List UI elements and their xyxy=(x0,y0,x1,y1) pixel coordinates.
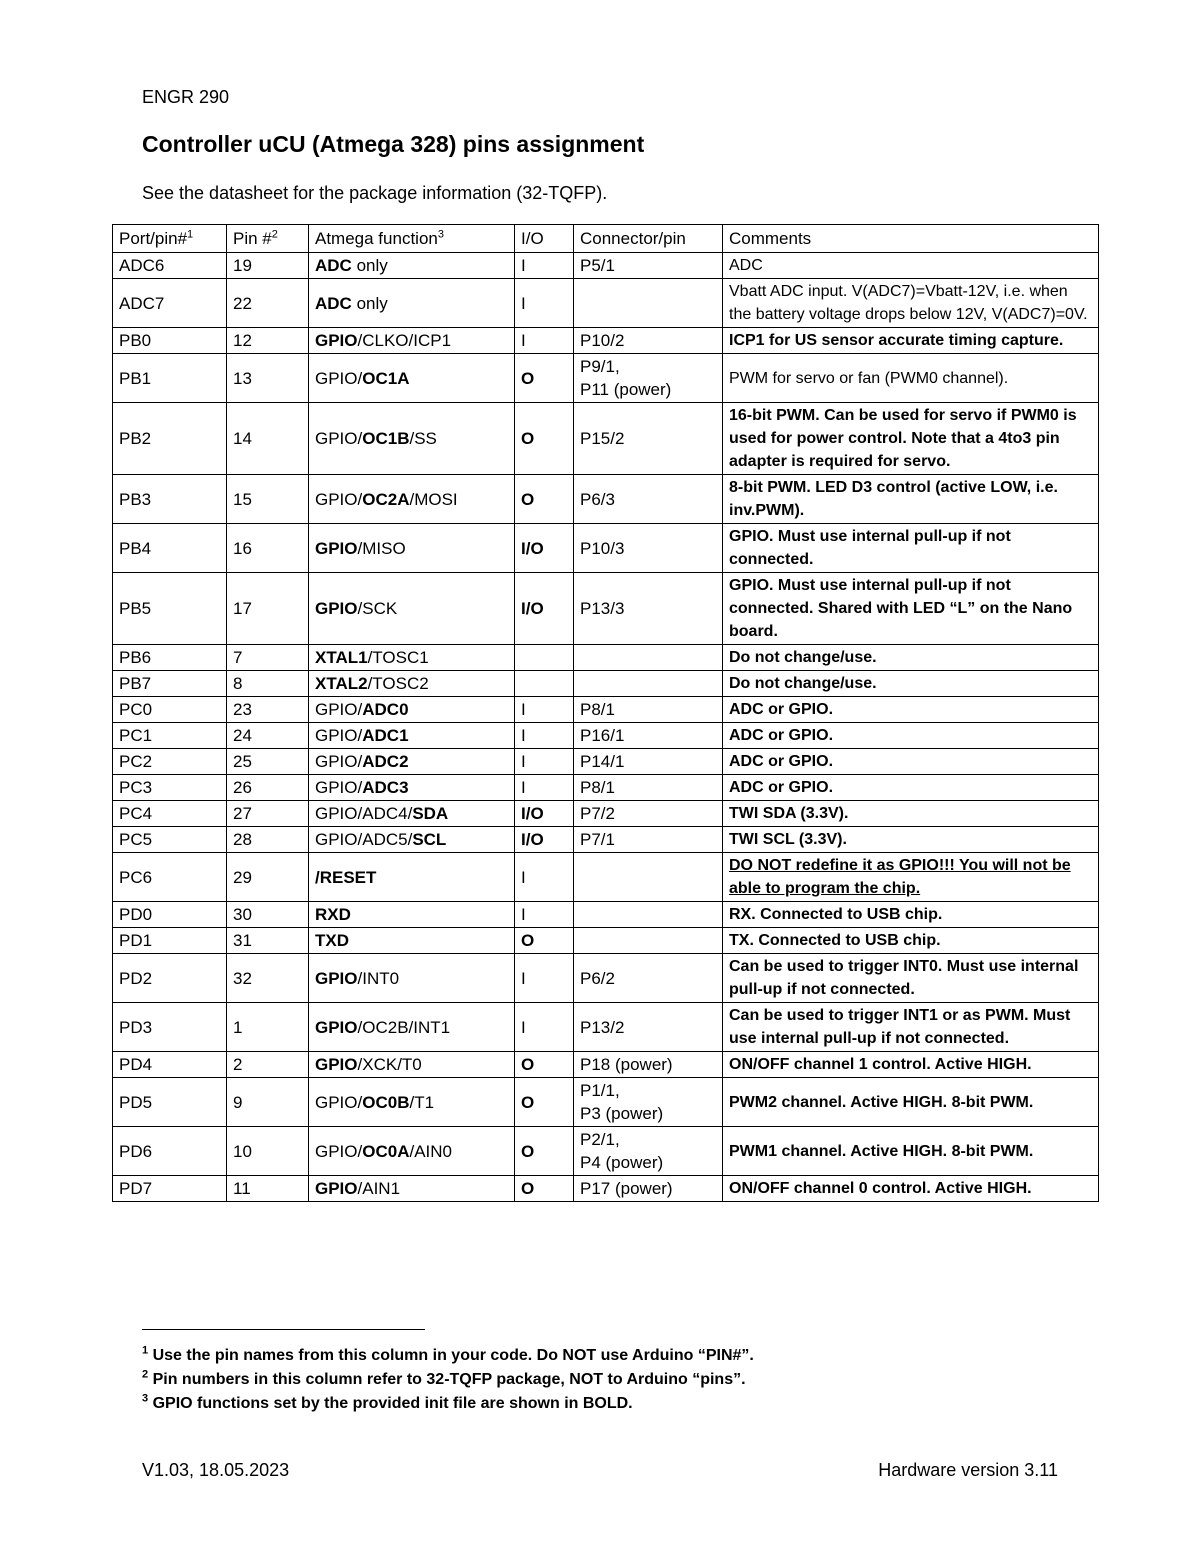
table-row xyxy=(113,723,1099,749)
table-row xyxy=(113,524,1099,573)
table-row xyxy=(113,645,1099,671)
column-header-comments: Comments xyxy=(723,225,1099,253)
cell-atmega-function: GPIO/ADC0 xyxy=(309,697,515,723)
cell-pin-number: 17 xyxy=(227,573,309,645)
cell-comment: ON/OFF channel 0 control. Active HIGH. xyxy=(723,1176,1099,1202)
cell-connector: P7/1 xyxy=(574,827,723,853)
cell-atmega-function: GPIO/XCK/T0 xyxy=(309,1052,515,1078)
table-row xyxy=(113,853,1099,902)
cell-comment: RX. Connected to USB chip. xyxy=(723,902,1099,928)
cell-comment: PWM2 channel. Active HIGH. 8-bit PWM. xyxy=(723,1078,1099,1127)
cell-port: PB5 xyxy=(113,573,227,645)
footnote-3: $^3$ GPIO functions set by the provided init file are shown in BOLD. xyxy=(142,1392,633,1412)
cell-port: ADC7 xyxy=(113,279,227,328)
cell-port: PD5 xyxy=(113,1078,227,1127)
cell-connector xyxy=(574,645,723,671)
cell-connector: P6/3 xyxy=(574,475,723,524)
cell-io: I xyxy=(515,749,574,775)
cell-io: O xyxy=(515,1176,574,1202)
cell-atmega-function: GPIO/AIN1 xyxy=(309,1176,515,1202)
cell-atmega-function: XTAL2/TOSC2 xyxy=(309,671,515,697)
table-row xyxy=(113,475,1099,524)
cell-io: O xyxy=(515,403,574,475)
cell-io: I xyxy=(515,954,574,1003)
cell-io: I xyxy=(515,697,574,723)
cell-connector: P10/2 xyxy=(574,328,723,354)
cell-io: I xyxy=(515,1003,574,1052)
cell-connector: P13/2 xyxy=(574,1003,723,1052)
cell-atmega-function: XTAL1/TOSC1 xyxy=(309,645,515,671)
cell-pin-number: 22 xyxy=(227,279,309,328)
cell-io xyxy=(515,645,574,671)
cell-atmega-function: GPIO/INT0 xyxy=(309,954,515,1003)
table-row xyxy=(113,253,1099,279)
cell-connector xyxy=(574,902,723,928)
cell-connector: P5/1 xyxy=(574,253,723,279)
table-row xyxy=(113,902,1099,928)
table-row xyxy=(113,1003,1099,1052)
cell-atmega-function: ADC only xyxy=(309,279,515,328)
cell-port: ADC6 xyxy=(113,253,227,279)
table-row xyxy=(113,697,1099,723)
cell-connector xyxy=(574,671,723,697)
table-row xyxy=(113,801,1099,827)
footnote-separator xyxy=(142,1329,425,1330)
cell-pin-number: 32 xyxy=(227,954,309,1003)
cell-io: O xyxy=(515,928,574,954)
cell-connector: P6/2 xyxy=(574,954,723,1003)
cell-pin-number: 25 xyxy=(227,749,309,775)
cell-pin-number: 16 xyxy=(227,524,309,573)
cell-atmega-function: GPIO/OC1A xyxy=(309,354,515,403)
cell-port: PC2 xyxy=(113,749,227,775)
cell-pin-number: 23 xyxy=(227,697,309,723)
cell-port: PD3 xyxy=(113,1003,227,1052)
cell-comment: GPIO. Must use internal pull-up if not connected. Shared with LED “L” on the Nano board. xyxy=(723,573,1099,645)
cell-comment: PWM for servo or fan (PWM0 channel). xyxy=(723,354,1099,403)
cell-pin-number: 31 xyxy=(227,928,309,954)
cell-io: I xyxy=(515,775,574,801)
cell-connector: P15/2 xyxy=(574,403,723,475)
cell-port: PD0 xyxy=(113,902,227,928)
cell-comment: GPIO. Must use internal pull-up if not connected. xyxy=(723,524,1099,573)
table-row xyxy=(113,671,1099,697)
cell-pin-number: 7 xyxy=(227,645,309,671)
table-row xyxy=(113,328,1099,354)
cell-comment: Can be used to trigger INT1 or as PWM. Must use internal pull-up if not connected. xyxy=(723,1003,1099,1052)
cell-io: O xyxy=(515,1052,574,1078)
footnote-2: $^2$ Pin numbers in this column refer to 32-TQFP package, NOT to Arduino “pins”. xyxy=(142,1368,746,1388)
table-row xyxy=(113,954,1099,1003)
cell-port: PD7 xyxy=(113,1176,227,1202)
cell-atmega-function: GPIO/OC0A/AIN0 xyxy=(309,1127,515,1176)
cell-comment: ADC xyxy=(723,253,1099,279)
column-header-connector: Connector/pin xyxy=(574,225,723,253)
cell-atmega-function: RXD xyxy=(309,902,515,928)
cell-connector: P16/1 xyxy=(574,723,723,749)
cell-io: I xyxy=(515,723,574,749)
cell-comment: TWI SDA (3.3V). xyxy=(723,801,1099,827)
cell-comment: Do not change/use. xyxy=(723,645,1099,671)
footnote-1: $^1$ Use the pin names from this column in your code. Do NOT use Arduino “PIN#”. xyxy=(142,1344,754,1364)
cell-port: PB1 xyxy=(113,354,227,403)
column-header-io: I/O xyxy=(515,225,574,253)
cell-port: PD1 xyxy=(113,928,227,954)
cell-port: PC5 xyxy=(113,827,227,853)
cell-atmega-function: GPIO/ADC2 xyxy=(309,749,515,775)
cell-io: I/O xyxy=(515,827,574,853)
table-row xyxy=(113,279,1099,328)
table-row xyxy=(113,1127,1099,1176)
cell-port: PB7 xyxy=(113,671,227,697)
table-row xyxy=(113,1176,1099,1202)
table-row xyxy=(113,573,1099,645)
cell-io: I/O xyxy=(515,573,574,645)
cell-port: PB6 xyxy=(113,645,227,671)
column-header-pin: Pin #$^2$ xyxy=(227,225,309,253)
cell-port: PC0 xyxy=(113,697,227,723)
cell-atmega-function: GPIO/OC2B/INT1 xyxy=(309,1003,515,1052)
cell-pin-number: 28 xyxy=(227,827,309,853)
cell-io: I/O xyxy=(515,801,574,827)
cell-io: O xyxy=(515,1078,574,1127)
footnotes xyxy=(142,1344,754,1416)
cell-pin-number: 2 xyxy=(227,1052,309,1078)
cell-atmega-function: GPIO/OC0B/T1 xyxy=(309,1078,515,1127)
cell-connector: P8/1 xyxy=(574,697,723,723)
cell-pin-number: 9 xyxy=(227,1078,309,1127)
cell-io: I xyxy=(515,279,574,328)
cell-atmega-function: ADC only xyxy=(309,253,515,279)
table-row xyxy=(113,775,1099,801)
cell-pin-number: 27 xyxy=(227,801,309,827)
cell-pin-number: 12 xyxy=(227,328,309,354)
cell-atmega-function: TXD xyxy=(309,928,515,954)
cell-connector: P18 (power) xyxy=(574,1052,723,1078)
cell-connector: P1/1, P3 (power) xyxy=(574,1078,723,1127)
cell-comment: ON/OFF channel 1 control. Active HIGH. xyxy=(723,1052,1099,1078)
cell-io: I xyxy=(515,853,574,902)
cell-comment: ADC or GPIO. xyxy=(723,697,1099,723)
cell-io: I/O xyxy=(515,524,574,573)
cell-connector: P10/3 xyxy=(574,524,723,573)
column-header-function: Atmega function$^3$ xyxy=(309,225,515,253)
footer-hardware-version: Hardware version 3.11 xyxy=(878,1460,1058,1480)
cell-pin-number: 11 xyxy=(227,1176,309,1202)
cell-atmega-function: GPIO/CLKO/ICP1 xyxy=(309,328,515,354)
cell-port: PB0 xyxy=(113,328,227,354)
cell-pin-number: 29 xyxy=(227,853,309,902)
cell-connector xyxy=(574,853,723,902)
cell-comment: ICP1 for US sensor accurate timing capture. xyxy=(723,328,1099,354)
cell-port: PB2 xyxy=(113,403,227,475)
cell-comment: Vbatt ADC input. V(ADC7)=Vbatt-12V, i.e. when the battery voltage drops below 12V, V(ADC7)=0V. xyxy=(723,279,1099,328)
cell-connector xyxy=(574,928,723,954)
cell-atmega-function: GPIO/OC2A/MOSI xyxy=(309,475,515,524)
cell-comment: ADC or GPIO. xyxy=(723,723,1099,749)
course-code: ENGR 290 xyxy=(142,87,230,107)
cell-pin-number: 30 xyxy=(227,902,309,928)
cell-io: I xyxy=(515,328,574,354)
cell-comment: 16-bit PWM. Can be used for servo if PWM0 is used for power control. Note that a 4to3 pin adapter is required for servo. xyxy=(723,403,1099,475)
table-row xyxy=(113,827,1099,853)
pin-assignment-table xyxy=(112,224,1099,1202)
cell-comment: ADC or GPIO. xyxy=(723,775,1099,801)
cell-pin-number: 8 xyxy=(227,671,309,697)
cell-io: O xyxy=(515,1127,574,1176)
cell-atmega-function: GPIO/MISO xyxy=(309,524,515,573)
cell-port: PB4 xyxy=(113,524,227,573)
table-row xyxy=(113,1052,1099,1078)
column-header-port: Port/pin#$^1$ xyxy=(113,225,227,253)
cell-comment: DO NOT redefine it as GPIO!!! You will not be able to program the chip. xyxy=(723,853,1099,902)
cell-connector: P8/1 xyxy=(574,775,723,801)
cell-port: PC4 xyxy=(113,801,227,827)
cell-pin-number: 10 xyxy=(227,1127,309,1176)
cell-atmega-function: /RESET xyxy=(309,853,515,902)
table-row xyxy=(113,749,1099,775)
cell-connector: P9/1, P11 (power) xyxy=(574,354,723,403)
cell-comment: Do not change/use. xyxy=(723,671,1099,697)
cell-port: PC6 xyxy=(113,853,227,902)
table-row xyxy=(113,354,1099,403)
page-title: Controller uCU (Atmega 328) pins assignment xyxy=(142,131,645,157)
cell-connector: P7/2 xyxy=(574,801,723,827)
cell-pin-number: 26 xyxy=(227,775,309,801)
cell-comment: Can be used to trigger INT0. Must use internal pull-up if not connected. xyxy=(723,954,1099,1003)
cell-io: O xyxy=(515,354,574,403)
cell-connector: P17 (power) xyxy=(574,1176,723,1202)
cell-connector xyxy=(574,279,723,328)
cell-port: PC3 xyxy=(113,775,227,801)
cell-atmega-function: GPIO/ADC3 xyxy=(309,775,515,801)
cell-port: PC1 xyxy=(113,723,227,749)
page-subtitle: See the datasheet for the package information (32-TQFP). xyxy=(142,183,608,203)
cell-atmega-function: GPIO/OC1B/SS xyxy=(309,403,515,475)
cell-pin-number: 15 xyxy=(227,475,309,524)
cell-port: PD2 xyxy=(113,954,227,1003)
table-header-row xyxy=(113,225,1099,253)
cell-comment: PWM1 channel. Active HIGH. 8-bit PWM. xyxy=(723,1127,1099,1176)
cell-comment: TX. Connected to USB chip. xyxy=(723,928,1099,954)
cell-io xyxy=(515,671,574,697)
cell-comment: 8-bit PWM. LED D3 control (active LOW, i.e. inv.PWM). xyxy=(723,475,1099,524)
cell-atmega-function: GPIO/ADC5/SCL xyxy=(309,827,515,853)
cell-connector: P2/1, P4 (power) xyxy=(574,1127,723,1176)
cell-io: I xyxy=(515,902,574,928)
cell-io: I xyxy=(515,253,574,279)
table-body xyxy=(113,253,1099,1202)
table-row xyxy=(113,403,1099,475)
cell-pin-number: 14 xyxy=(227,403,309,475)
cell-comment: ADC or GPIO. xyxy=(723,749,1099,775)
table-row xyxy=(113,1078,1099,1127)
cell-pin-number: 1 xyxy=(227,1003,309,1052)
cell-port: PB3 xyxy=(113,475,227,524)
cell-connector: P14/1 xyxy=(574,749,723,775)
cell-port: PD6 xyxy=(113,1127,227,1176)
cell-pin-number: 19 xyxy=(227,253,309,279)
cell-pin-number: 24 xyxy=(227,723,309,749)
cell-connector: P13/3 xyxy=(574,573,723,645)
cell-io: O xyxy=(515,475,574,524)
cell-atmega-function: GPIO/ADC4/SDA xyxy=(309,801,515,827)
cell-pin-number: 13 xyxy=(227,354,309,403)
cell-port: PD4 xyxy=(113,1052,227,1078)
cell-comment: TWI SCL (3.3V). xyxy=(723,827,1099,853)
cell-atmega-function: GPIO/ADC1 xyxy=(309,723,515,749)
footer-version-date: V1.03, 18.05.2023 xyxy=(142,1460,290,1480)
cell-atmega-function: GPIO/SCK xyxy=(309,573,515,645)
table-row xyxy=(113,928,1099,954)
